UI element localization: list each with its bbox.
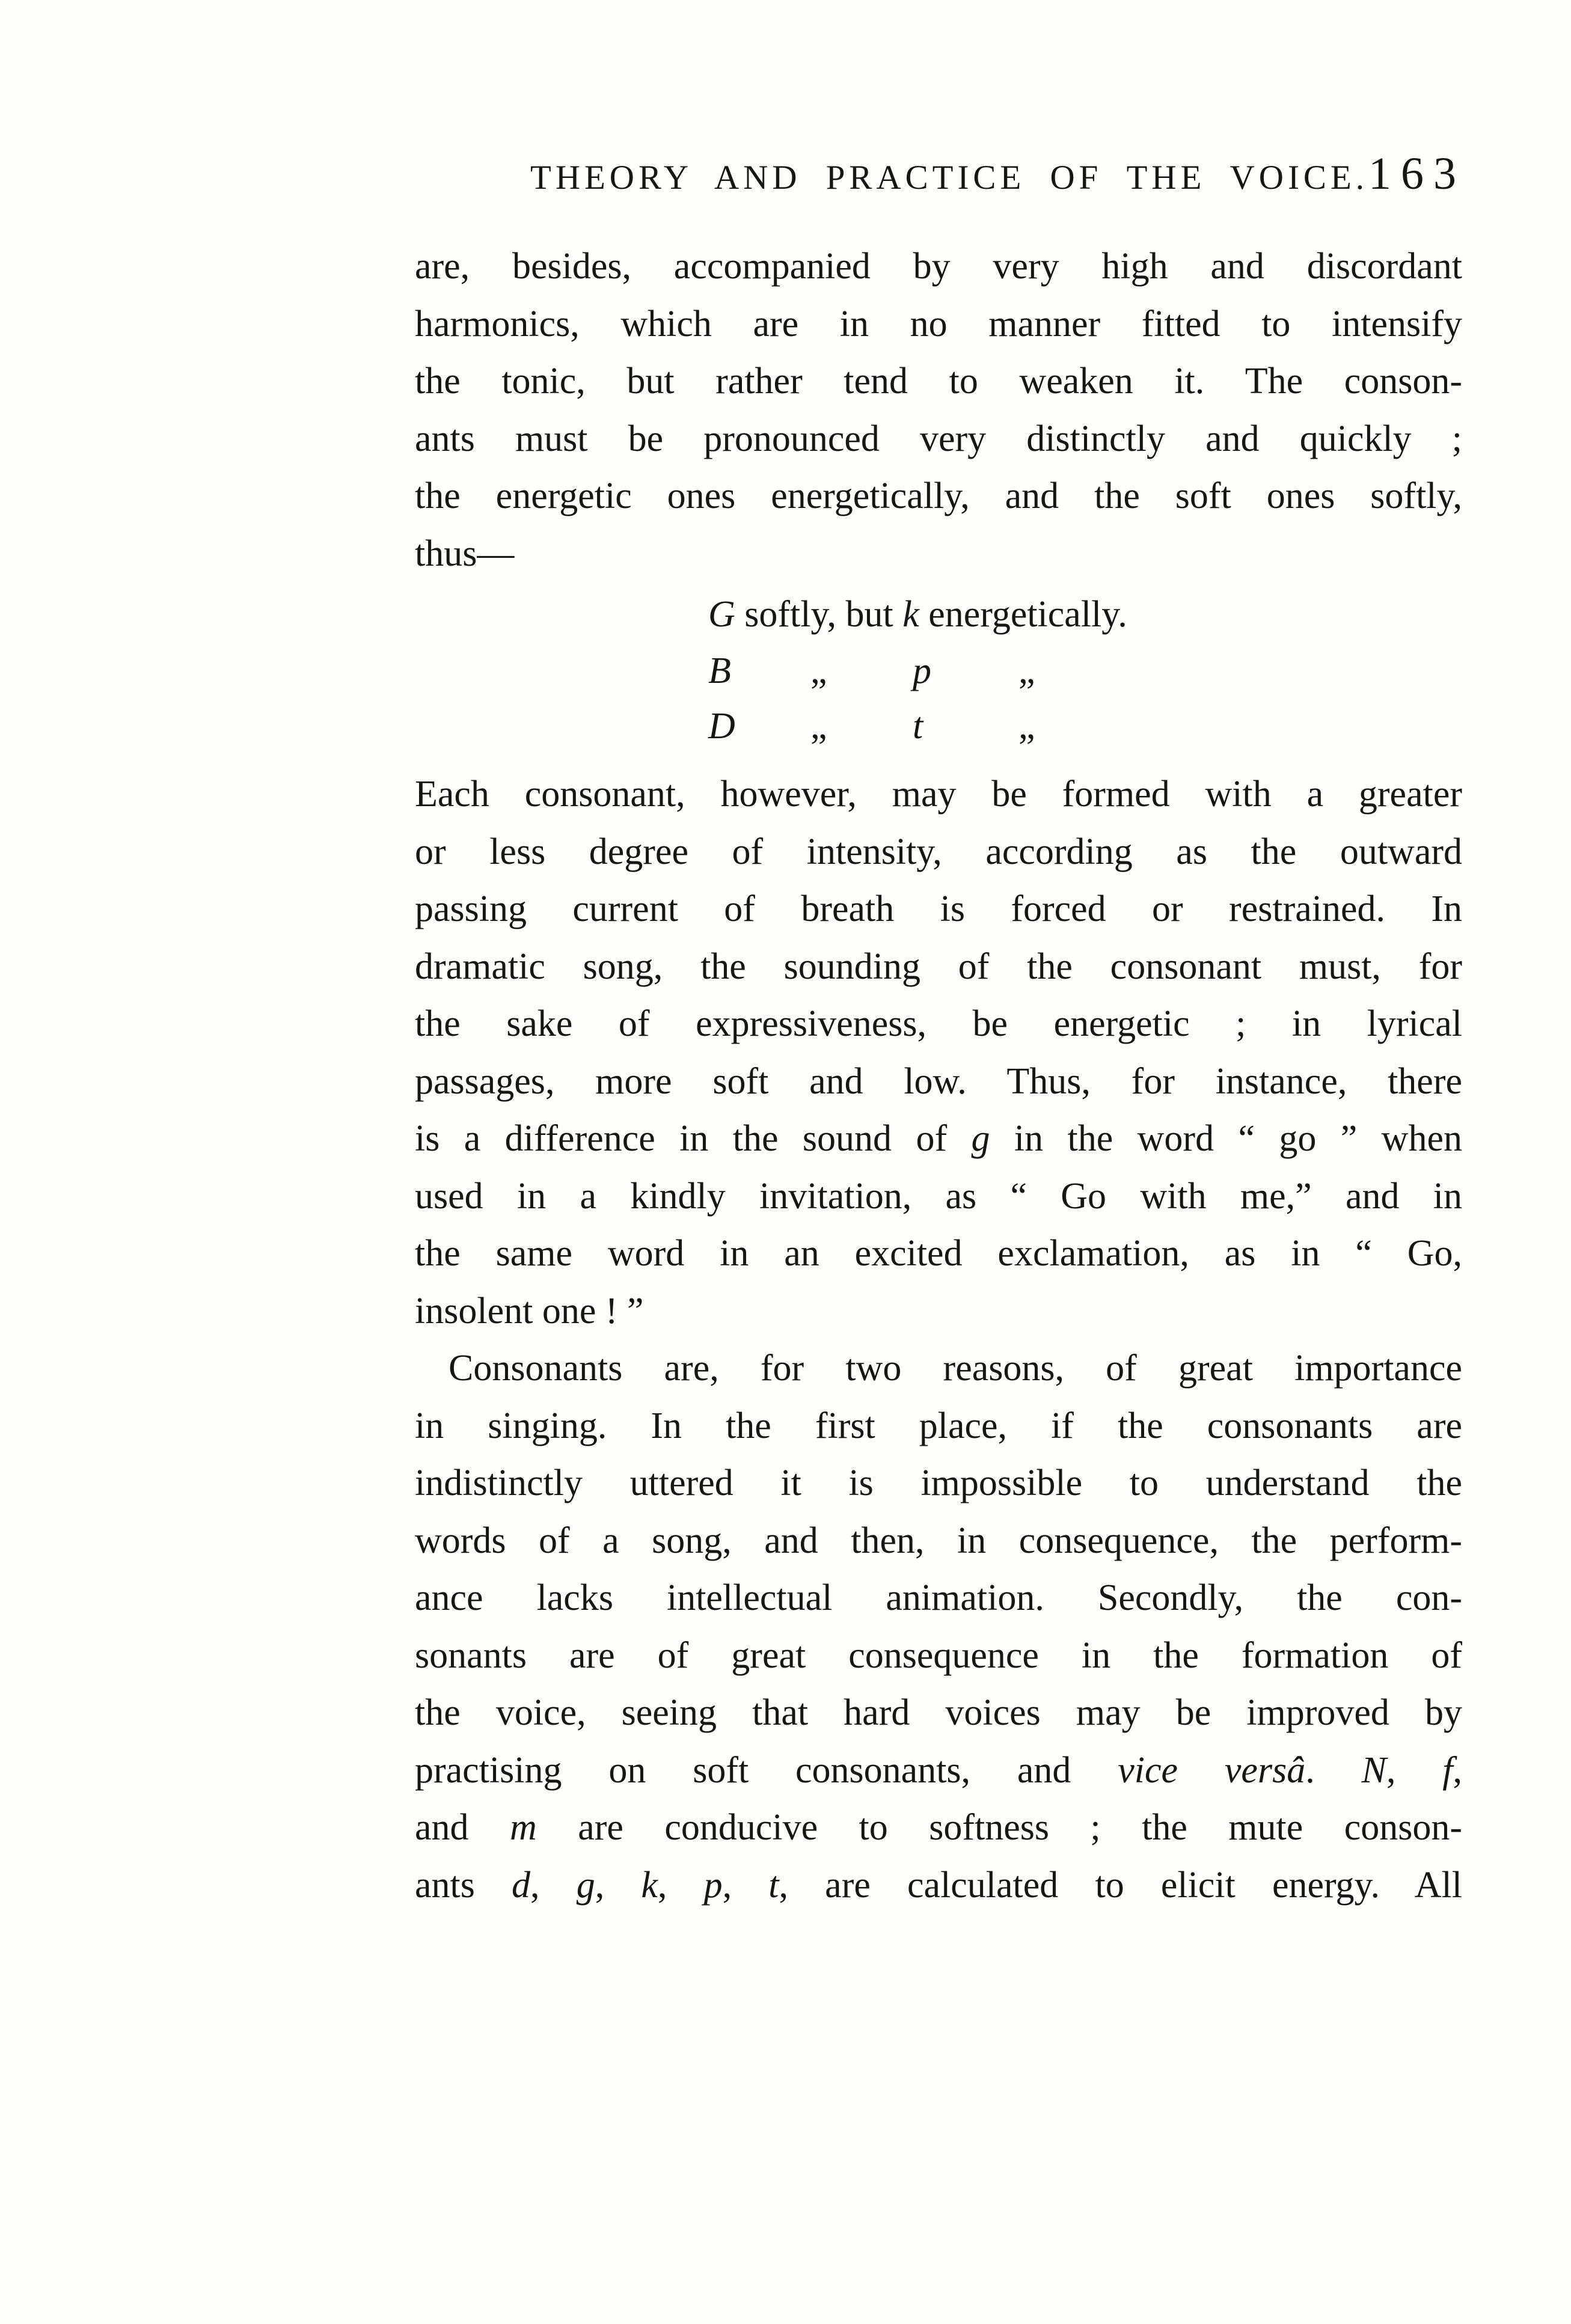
italic-text: k xyxy=(902,594,919,635)
text-line xyxy=(415,525,1462,583)
consonant-letter xyxy=(913,699,1018,754)
italic-text: f xyxy=(1442,1749,1453,1791)
italic-text: D xyxy=(708,706,735,747)
consonant-letter xyxy=(708,699,810,754)
italic-text: vice versâ xyxy=(1118,1749,1306,1791)
text-segment: , xyxy=(657,1864,704,1906)
text-line xyxy=(415,1570,1462,1627)
text-segment: , xyxy=(722,1864,769,1906)
text-segment: the energetic ones energetically, and the soft ones softly, xyxy=(415,476,1462,516)
italic-text: t xyxy=(913,706,923,747)
text-segment: ance lacks intellectual animation. Secondly, the con- xyxy=(415,1577,1462,1618)
text-segment: are conducive to softness ; the mute conson- xyxy=(536,1807,1462,1848)
text-segment: the voice, seeing that hard voices may be improved by xyxy=(415,1692,1462,1733)
text-line xyxy=(415,238,1462,296)
text-line xyxy=(415,1799,1462,1857)
text-line xyxy=(415,1225,1462,1283)
table-row xyxy=(708,699,1462,754)
italic-text: N xyxy=(1361,1749,1386,1791)
text-segment: in the word “ go ” when xyxy=(990,1118,1462,1159)
text-segment: , xyxy=(530,1864,577,1906)
text-segment: the sake of expressiveness, be energetic ; in lyrical xyxy=(415,1003,1462,1044)
text-segment: . xyxy=(1305,1749,1362,1791)
text-segment: insolent one ! ” xyxy=(415,1290,644,1332)
text-line xyxy=(415,1168,1462,1226)
paragraph xyxy=(415,1340,1462,1914)
italic-text: d xyxy=(512,1864,531,1906)
text-segment: softly, but xyxy=(735,594,903,635)
text-line xyxy=(415,1742,1462,1800)
text-segment: ants must be pronounced very distinctly and quickly ; xyxy=(415,418,1462,459)
italic-text: B xyxy=(708,650,731,691)
italic-text: t xyxy=(768,1864,779,1906)
text-segment: , are calculated to elicit energy. All xyxy=(779,1864,1462,1906)
text-line xyxy=(415,1283,1462,1341)
text-line xyxy=(415,1684,1462,1742)
text-segment: the tonic, but rather tend to weaken it. The conson- xyxy=(415,361,1462,402)
italic-text: G xyxy=(708,594,735,635)
text-line xyxy=(415,1455,1462,1512)
text-segment: Each consonant, however, may be formed with a greater xyxy=(415,774,1462,815)
running-header xyxy=(530,148,1466,200)
text-segment: „ xyxy=(1018,650,1035,691)
text-segment: , xyxy=(1386,1749,1443,1791)
ditto-mark xyxy=(810,643,913,699)
text-segment: energetically. xyxy=(919,594,1127,635)
text-line xyxy=(415,1627,1462,1685)
italic-text: g xyxy=(971,1118,990,1159)
italic-text: p xyxy=(913,650,931,691)
italic-text: k xyxy=(641,1864,658,1906)
text-line xyxy=(415,1398,1462,1455)
text-segment: , xyxy=(1453,1749,1463,1791)
text-line xyxy=(415,353,1462,411)
page-number: 163 xyxy=(1368,148,1466,199)
text-segment: „ xyxy=(1018,706,1035,747)
consonant-letter xyxy=(913,643,1018,699)
text-segment: and xyxy=(415,1807,510,1848)
paragraph xyxy=(415,766,1462,1340)
text-segment: words of a song, and then, in consequence, the perform- xyxy=(415,1520,1462,1561)
text-segment: used in a kindly invitation, as “ Go with me,” and in xyxy=(415,1175,1462,1217)
text-segment: dramatic song, the sounding of the consonant must, for xyxy=(415,946,1462,987)
text-line xyxy=(415,411,1462,468)
text-segment: in singing. In the first place, if the consonants are xyxy=(415,1405,1462,1446)
text-segment: „ xyxy=(810,706,827,747)
text-segment: practising on soft consonants, and xyxy=(415,1749,1118,1791)
text-segment: indistinctly uttered it is impossible to understand the xyxy=(415,1463,1462,1503)
italic-text: p xyxy=(703,1864,723,1906)
text-segment: sonants are of great consequence in the formation of xyxy=(415,1634,1462,1676)
consonant-letter xyxy=(708,643,810,699)
text-line xyxy=(415,1340,1462,1398)
italic-text: m xyxy=(509,1807,537,1848)
text-segment: passing current of breath is forced or restrained. In xyxy=(415,888,1462,929)
table-row xyxy=(708,643,1462,699)
paragraph xyxy=(415,238,1462,583)
text-line xyxy=(415,296,1462,353)
ditto-mark xyxy=(810,699,913,754)
ditto-mark xyxy=(1018,643,1035,699)
text-line xyxy=(415,468,1462,525)
text-line xyxy=(415,1857,1462,1915)
text-column xyxy=(415,238,1462,1914)
text-segment: are, besides, accompanied by very high and discordant xyxy=(415,246,1462,287)
text-segment: harmonics, which are in no manner fitted to intensify xyxy=(415,303,1462,344)
text-line xyxy=(415,938,1462,996)
text-segment: is a difference in the sound of xyxy=(415,1118,972,1159)
text-line xyxy=(415,824,1462,881)
text-line xyxy=(415,1110,1462,1168)
italic-text: g xyxy=(576,1864,595,1906)
text-segment: the same word in an excited exclamation, as in “ Go, xyxy=(415,1233,1462,1274)
text-segment: Consonants are, for two reasons, of great importance xyxy=(449,1348,1462,1389)
text-segment: ants xyxy=(415,1864,512,1906)
consonant-ditto-table xyxy=(708,586,1462,754)
table-first-line xyxy=(708,586,1462,643)
ditto-mark xyxy=(1018,699,1035,754)
text-line xyxy=(415,995,1462,1053)
text-segment: thus— xyxy=(415,533,515,574)
text-line xyxy=(415,1053,1462,1111)
text-segment: , xyxy=(595,1864,642,1906)
text-line xyxy=(415,766,1462,824)
text-line xyxy=(415,1512,1462,1570)
text-segment: or less degree of intensity, according as the outward xyxy=(415,831,1462,872)
text-segment: „ xyxy=(810,650,827,691)
header-title: THEORY AND PRACTICE OF THE VOICE. xyxy=(530,159,1369,197)
text-line xyxy=(415,881,1462,938)
text-segment: passages, more soft and low. Thus, for instance, there xyxy=(415,1060,1462,1102)
